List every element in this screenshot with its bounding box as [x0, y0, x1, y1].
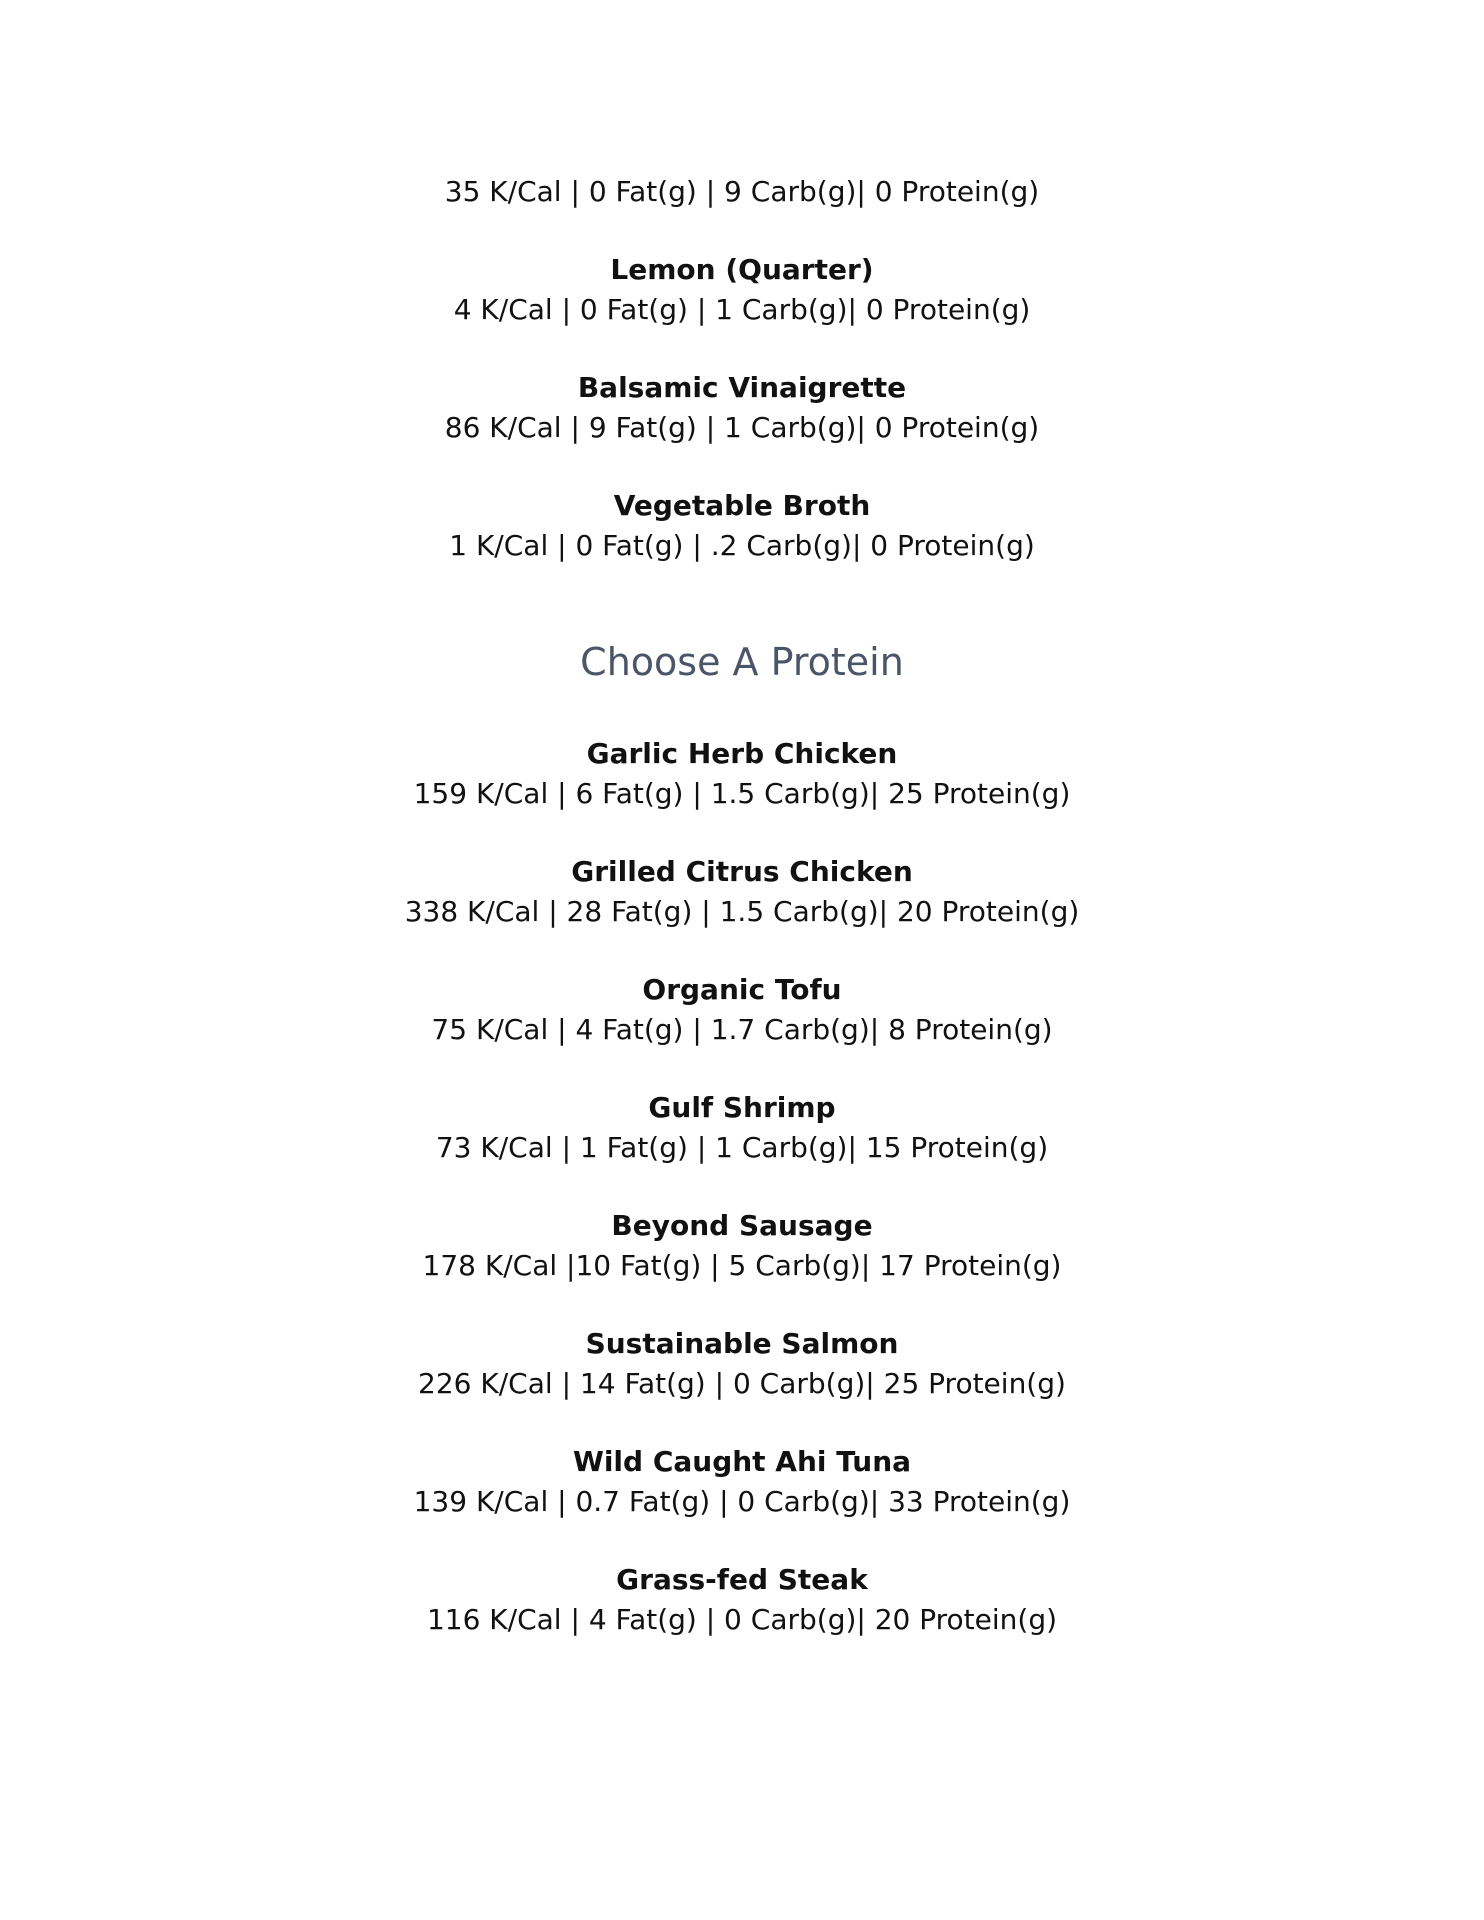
item-name: Balsamic Vinaigrette	[577, 371, 907, 404]
item-name: Lemon (Quarter)	[610, 253, 874, 286]
item-nutrition-stats: 86 K/Cal | 9 Fat(g) | 1 Carb(g)| 0 Protein(g)	[444, 411, 1040, 444]
nutrition-list	[0, 172, 1484, 1640]
item-nutrition-stats: 4 K/Cal | 0 Fat(g) | 1 Carb(g)| 0 Protein(g)	[453, 293, 1031, 326]
item-nutrition-stats: 226 K/Cal | 14 Fat(g) | 0 Carb(g)| 25 Protein(g)	[418, 1367, 1066, 1400]
nutrition-item-wild-caught-ahi-tuna	[0, 1442, 1484, 1522]
nutrition-item-lemon	[0, 250, 1484, 330]
item-nutrition-stats: 338 K/Cal | 28 Fat(g) | 1.5 Carb(g)| 20 Protein(g)	[404, 895, 1080, 928]
nutrition-item-organic-tofu	[0, 970, 1484, 1050]
nutrition-item-continued	[0, 172, 1484, 212]
item-name: Gulf Shrimp	[648, 1091, 836, 1124]
item-name: Sustainable Salmon	[585, 1327, 899, 1360]
item-name: Organic Tofu	[642, 973, 842, 1006]
nutrition-item-vegetable-broth	[0, 486, 1484, 566]
item-name: Grilled Citrus Chicken	[571, 855, 913, 888]
item-nutrition-stats: 73 K/Cal | 1 Fat(g) | 1 Carb(g)| 15 Protein(g)	[435, 1131, 1049, 1164]
item-nutrition-stats: 139 K/Cal | 0.7 Fat(g) | 0 Carb(g)| 33 Protein(g)	[413, 1485, 1071, 1518]
section-heading-choose-protein: Choose A Protein	[580, 640, 904, 684]
item-nutrition-stats: 159 K/Cal | 6 Fat(g) | 1.5 Carb(g)| 25 Protein(g)	[413, 777, 1071, 810]
item-name: Wild Caught Ahi Tuna	[572, 1445, 912, 1478]
nutrition-item-grilled-citrus-chicken	[0, 852, 1484, 932]
nutrition-item-grass-fed-steak	[0, 1560, 1484, 1640]
nutrition-item-gulf-shrimp	[0, 1088, 1484, 1168]
nutrition-item-balsamic-vinaigrette	[0, 368, 1484, 448]
item-nutrition-stats: 35 K/Cal | 0 Fat(g) | 9 Carb(g)| 0 Protein(g)	[444, 175, 1040, 208]
nutrition-item-beyond-sausage	[0, 1206, 1484, 1286]
item-name: Garlic Herb Chicken	[586, 737, 898, 770]
item-nutrition-stats: 178 K/Cal |10 Fat(g) | 5 Carb(g)| 17 Protein(g)	[422, 1249, 1062, 1282]
item-nutrition-stats: 75 K/Cal | 4 Fat(g) | 1.7 Carb(g)| 8 Protein(g)	[431, 1013, 1053, 1046]
item-nutrition-stats: 116 K/Cal | 4 Fat(g) | 0 Carb(g)| 20 Protein(g)	[426, 1603, 1058, 1636]
item-name: Vegetable Broth	[613, 489, 871, 522]
nutrition-item-sustainable-salmon	[0, 1324, 1484, 1404]
item-nutrition-stats: 1 K/Cal | 0 Fat(g) | .2 Carb(g)| 0 Protein(g)	[449, 529, 1035, 562]
item-name: Grass-fed Steak	[616, 1563, 868, 1596]
nutrition-item-garlic-herb-chicken	[0, 734, 1484, 814]
item-name: Beyond Sausage	[611, 1209, 873, 1242]
